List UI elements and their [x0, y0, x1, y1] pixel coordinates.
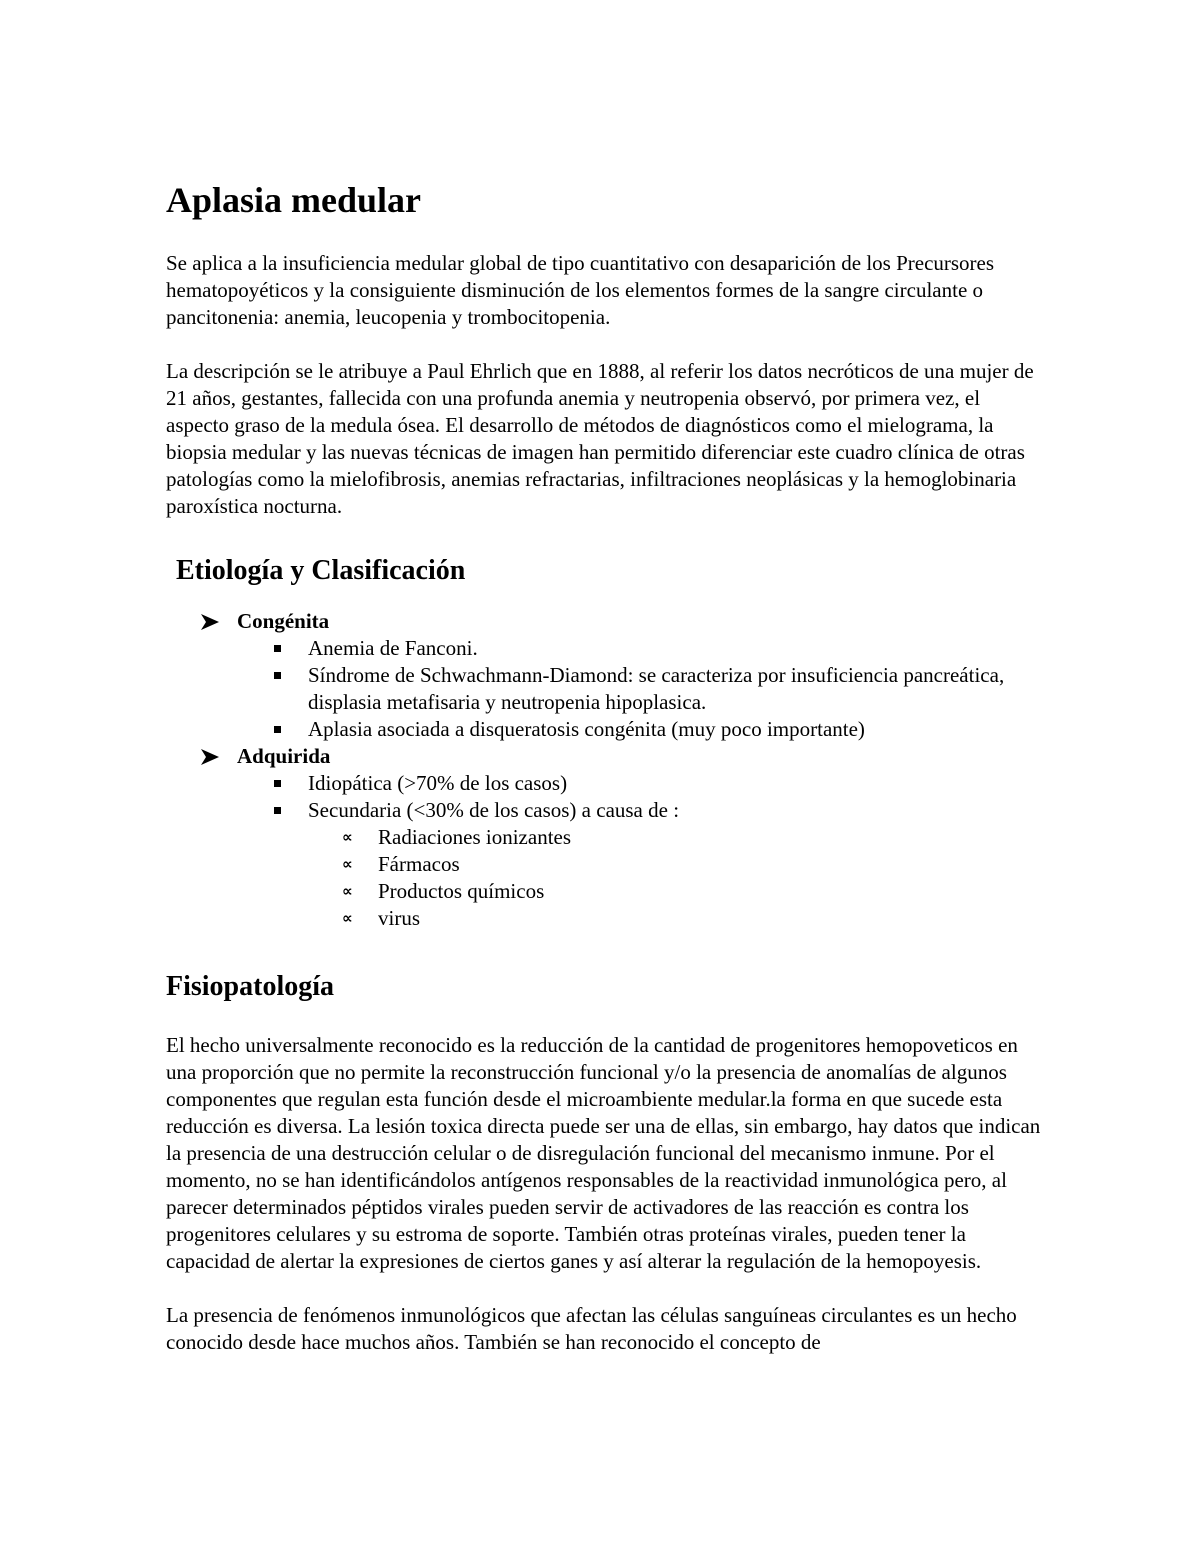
- list-item-adquirida: [166, 743, 1046, 932]
- intro-paragraph-1: Se aplica a la insuficiencia medular global de tipo cuantitativo con desaparición de los Precursores hematopoyéticos y la consiguiente disminución de los elementos formes de la sangre circulante o pancitonenia: anemia, leucopenia y trombocitopenia.: [166, 251, 995, 329]
- arrowhead-bullet-icon: [200, 748, 220, 766]
- list-item: Síndrome de Schwachmann-Diamond: se caracteriza por insuficiencia pancreática, displasia metafisaria y neutropenia hipoplasica.: [166, 662, 1046, 716]
- square-bullet-icon: [274, 672, 281, 679]
- list-item: ∝ Radiaciones ionizantes: [342, 825, 572, 849]
- causas-sublist: [308, 824, 1046, 932]
- fisiopatologia-paragraph-1: El hecho universalmente reconocido es la reducción de la cantidad de progenitores hemopoveticos en una proporción que no permite la reconstrucción funcional y/o la presencia de anomalías de algunos componentes que regulan esta función desde el microambiente medular.la forma en que sucede esta reducción es diversa. La lesión toxica directa puede ser una de ellas, sin embargo, hay datos que indican la presencia de una destrucción celular o de disregulación funcional del mecanismo inmune. Por el momento, no se han identificándolos antígenos responsables de la reactividad inmunológica pero, al parecer determinados péptidos virales pueden servir de activadores de las reacción es contra los progenitores celulares y su estroma de soporte. También otras proteínas virales, pueden tener la capacidad de alertar la expresiones de ciertos ganes y así alterar la regulación de la hemopoyesis.: [166, 1033, 1041, 1273]
- document-page: [166, 176, 1046, 1356]
- proportional-bullet-icon: ∝: [342, 828, 353, 846]
- document-title: Aplasia medular: [166, 180, 422, 220]
- proportional-bullet-icon: ∝: [342, 882, 353, 900]
- list-item: ∝ Productos químicos: [342, 879, 545, 903]
- proportional-bullet-icon: ∝: [342, 909, 353, 927]
- fisiopatologia-paragraph-2: La presencia de fenómenos inmunológicos que afectan las células sanguíneas circulantes es un hecho conocido desde hace muchos años. También se han reconocido el concepto de: [166, 1303, 1017, 1354]
- clasificacion-list: [166, 608, 1046, 932]
- intro-paragraph-2: La descripción se le atribuye a Paul Ehrlich que en 1888, al referir los datos necróticos de una mujer de 21 años, gestantes, fallecida con una profunda anemia y neutropenia observó, por primera vez, el aspecto graso de la medula ósea. El desarrollo de métodos de diagnósticos como el mielograma, la biopsia medular y las nuevas técnicas de imagen han permitido diferenciar este cuadro clínica de otras patologías como la mielofibrosis, anemias refractarias, infiltraciones neoplásicas y la hemoglobinaria paroxística nocturna.: [166, 359, 1034, 518]
- list-item: Aplasia asociada a disqueratosis congénita (muy poco importante): [166, 716, 1046, 743]
- list-item-congenita: [166, 608, 1046, 743]
- arrowhead-bullet-icon: [200, 613, 220, 631]
- list-item: Anemia de Fanconi.: [166, 635, 1046, 662]
- congenita-label: Congénita: [237, 609, 330, 633]
- square-bullet-icon: [274, 726, 281, 733]
- list-item: ∝ Fármacos: [342, 852, 460, 876]
- square-bullet-icon: [274, 807, 281, 814]
- etiologia-heading: Etiología y Clasificación: [176, 555, 466, 586]
- congenita-sublist: [237, 635, 1046, 743]
- adquirida-label: Adquirida: [237, 744, 331, 768]
- square-bullet-icon: [274, 645, 281, 652]
- proportional-bullet-icon: ∝: [342, 855, 353, 873]
- list-item: Idiopática (>70% de los casos): [166, 770, 1046, 797]
- square-bullet-icon: [274, 780, 281, 787]
- list-item: ∝ virus: [342, 906, 420, 930]
- adquirida-sublist: [237, 770, 1046, 932]
- fisiopatologia-heading: Fisiopatología: [166, 971, 335, 1002]
- list-item: Secundaria (<30% de los casos) a causa de : ∝ Radiaciones ionizantes ∝ Fármacos ∝ Productos químicos ∝ virus: [166, 797, 1046, 932]
